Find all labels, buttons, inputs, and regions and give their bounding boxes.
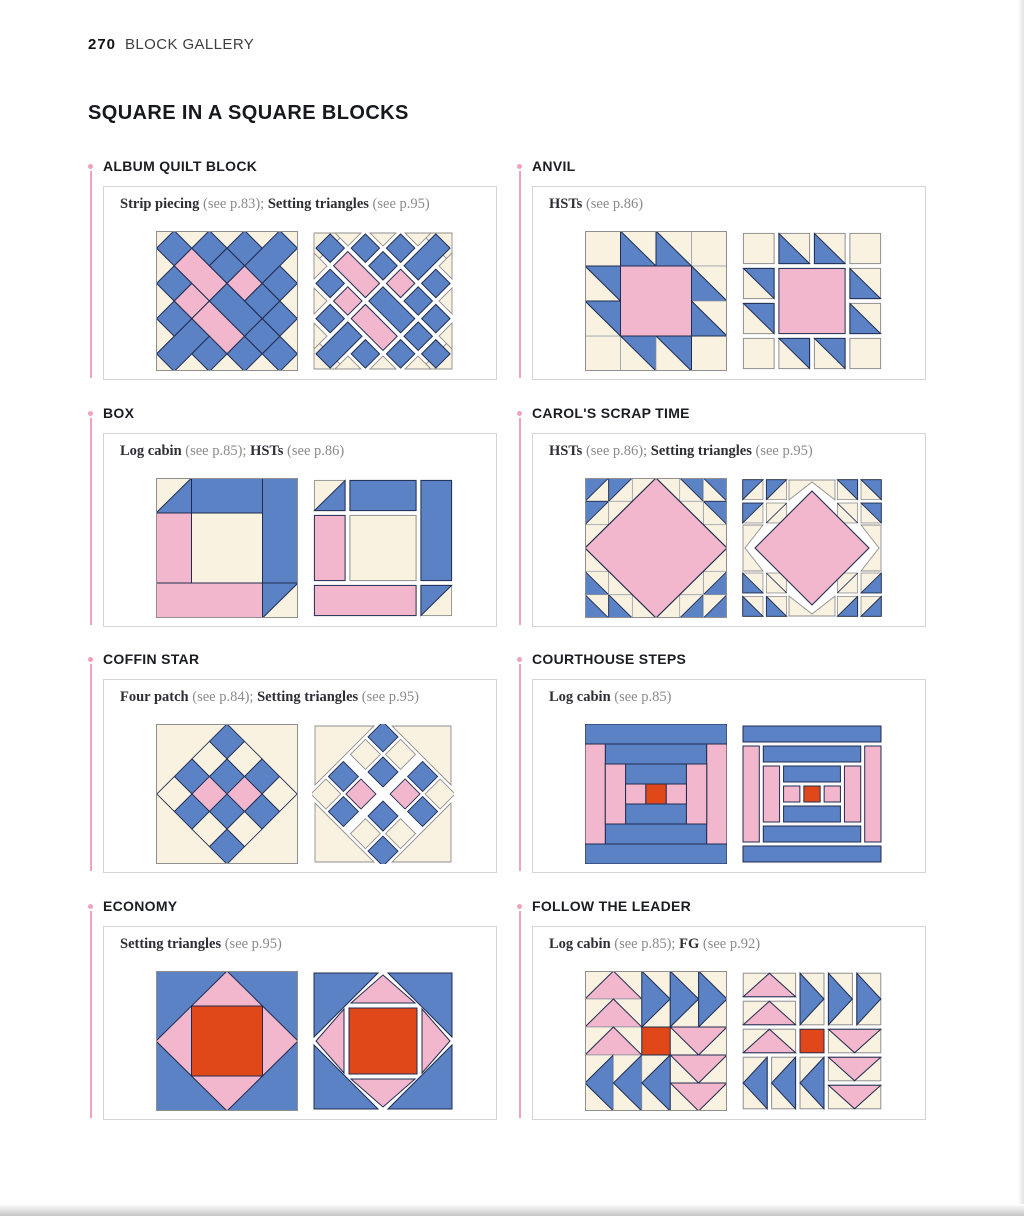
accent-line [90, 911, 92, 1118]
accent-dot [88, 904, 93, 909]
accent-dot [517, 164, 522, 169]
section-economy [88, 898, 508, 1130]
block-panel [103, 186, 497, 380]
technique-page-ref: (see p.86) [283, 443, 345, 459]
techniques-caption [549, 196, 643, 213]
technique-page-ref: (see p.86); [582, 443, 651, 459]
technique-page-ref: (see p.95) [751, 443, 813, 459]
assembled-diagram [156, 971, 298, 1111]
block-panel [103, 926, 497, 1120]
block-panel [103, 679, 497, 873]
accent-line [519, 171, 521, 378]
gallery-label: BLOCK GALLERY [125, 36, 255, 53]
technique-page-ref: (see p.85); [181, 443, 251, 459]
assembled-diagram [585, 971, 727, 1111]
block-title: CAROL'S SCRAP TIME [532, 405, 690, 421]
accent-line [90, 418, 92, 625]
technique-page-ref: (see p.95) [221, 936, 282, 952]
accent-dot [88, 411, 93, 416]
block-title: BOX [103, 405, 135, 421]
block-panel [532, 433, 926, 627]
techniques-caption [120, 443, 344, 460]
block-title: FOLLOW THE LEADER [532, 898, 692, 914]
assembled-diagram [156, 478, 298, 618]
accent-line [519, 911, 521, 1118]
page-edge-right [1018, 0, 1024, 1216]
technique-page-ref: (see p.86) [582, 196, 644, 212]
technique-name: Four patch [120, 689, 189, 705]
technique-name: Setting triangles [257, 689, 359, 705]
block-panel [532, 926, 926, 1120]
technique-name: Log cabin [549, 689, 611, 705]
technique-page-ref: (see p.95) [368, 196, 430, 212]
techniques-caption [120, 196, 430, 213]
exploded-diagram [312, 478, 454, 618]
section-anvil [517, 158, 937, 390]
section-carols-scrap-time [517, 405, 937, 637]
assembled-diagram [156, 724, 298, 864]
block-title: ECONOMY [103, 898, 178, 914]
accent-line [519, 418, 521, 625]
exploded-diagram [741, 231, 883, 371]
techniques-caption [549, 443, 813, 460]
technique-name: Setting triangles [120, 936, 222, 952]
technique-name: Log cabin [549, 936, 611, 952]
page-edge-bottom [0, 1204, 1024, 1216]
accent-dot [88, 657, 93, 662]
technique-name: Strip piecing [120, 196, 200, 212]
block-title: ALBUM QUILT BLOCK [103, 158, 258, 174]
technique-page-ref: (see p.95) [358, 689, 419, 705]
technique-name: FG [679, 936, 700, 952]
techniques-caption [549, 936, 760, 953]
section-album-quilt-block [88, 158, 508, 390]
exploded-diagram [741, 724, 883, 864]
exploded-diagram [741, 971, 883, 1111]
accent-dot [517, 411, 522, 416]
accent-line [519, 664, 521, 871]
block-title: COFFIN STAR [103, 651, 200, 667]
technique-name: Setting triangles [267, 196, 369, 212]
technique-name: Setting triangles [650, 443, 752, 459]
page-number: 270 [88, 36, 117, 53]
assembled-diagram [585, 724, 727, 864]
page-header [88, 36, 254, 53]
block-panel [532, 679, 926, 873]
exploded-diagram [741, 478, 883, 618]
accent-line [90, 664, 92, 871]
technique-page-ref: (see p.85) [610, 689, 672, 705]
accent-dot [517, 904, 522, 909]
section-courthouse-steps [517, 651, 937, 883]
techniques-caption [120, 936, 282, 953]
exploded-diagram [312, 231, 454, 371]
accent-line [90, 171, 92, 378]
technique-name: HSTs [549, 196, 583, 212]
technique-page-ref: (see p.83); [199, 196, 268, 212]
assembled-diagram [585, 231, 727, 371]
block-title: ANVIL [532, 158, 576, 174]
technique-page-ref: (see p.84); [188, 689, 258, 705]
block-title: COURTHOUSE STEPS [532, 651, 687, 667]
technique-page-ref: (see p.85); [610, 936, 680, 952]
exploded-diagram [312, 971, 454, 1111]
technique-name: Log cabin [120, 443, 182, 459]
technique-page-ref: (see p.92) [699, 936, 761, 952]
assembled-diagram [156, 231, 298, 371]
block-panel [532, 186, 926, 380]
techniques-caption [549, 689, 671, 706]
block-panel [103, 433, 497, 627]
exploded-diagram [312, 724, 454, 864]
section-coffin-star [88, 651, 508, 883]
techniques-caption [120, 689, 419, 706]
technique-name: HSTs [549, 443, 583, 459]
page-title: SQUARE IN A SQUARE BLOCKS [88, 102, 409, 124]
assembled-diagram [585, 478, 727, 618]
accent-dot [88, 164, 93, 169]
section-box [88, 405, 508, 637]
accent-dot [517, 657, 522, 662]
technique-name: HSTs [250, 443, 284, 459]
section-follow-the-leader [517, 898, 937, 1130]
